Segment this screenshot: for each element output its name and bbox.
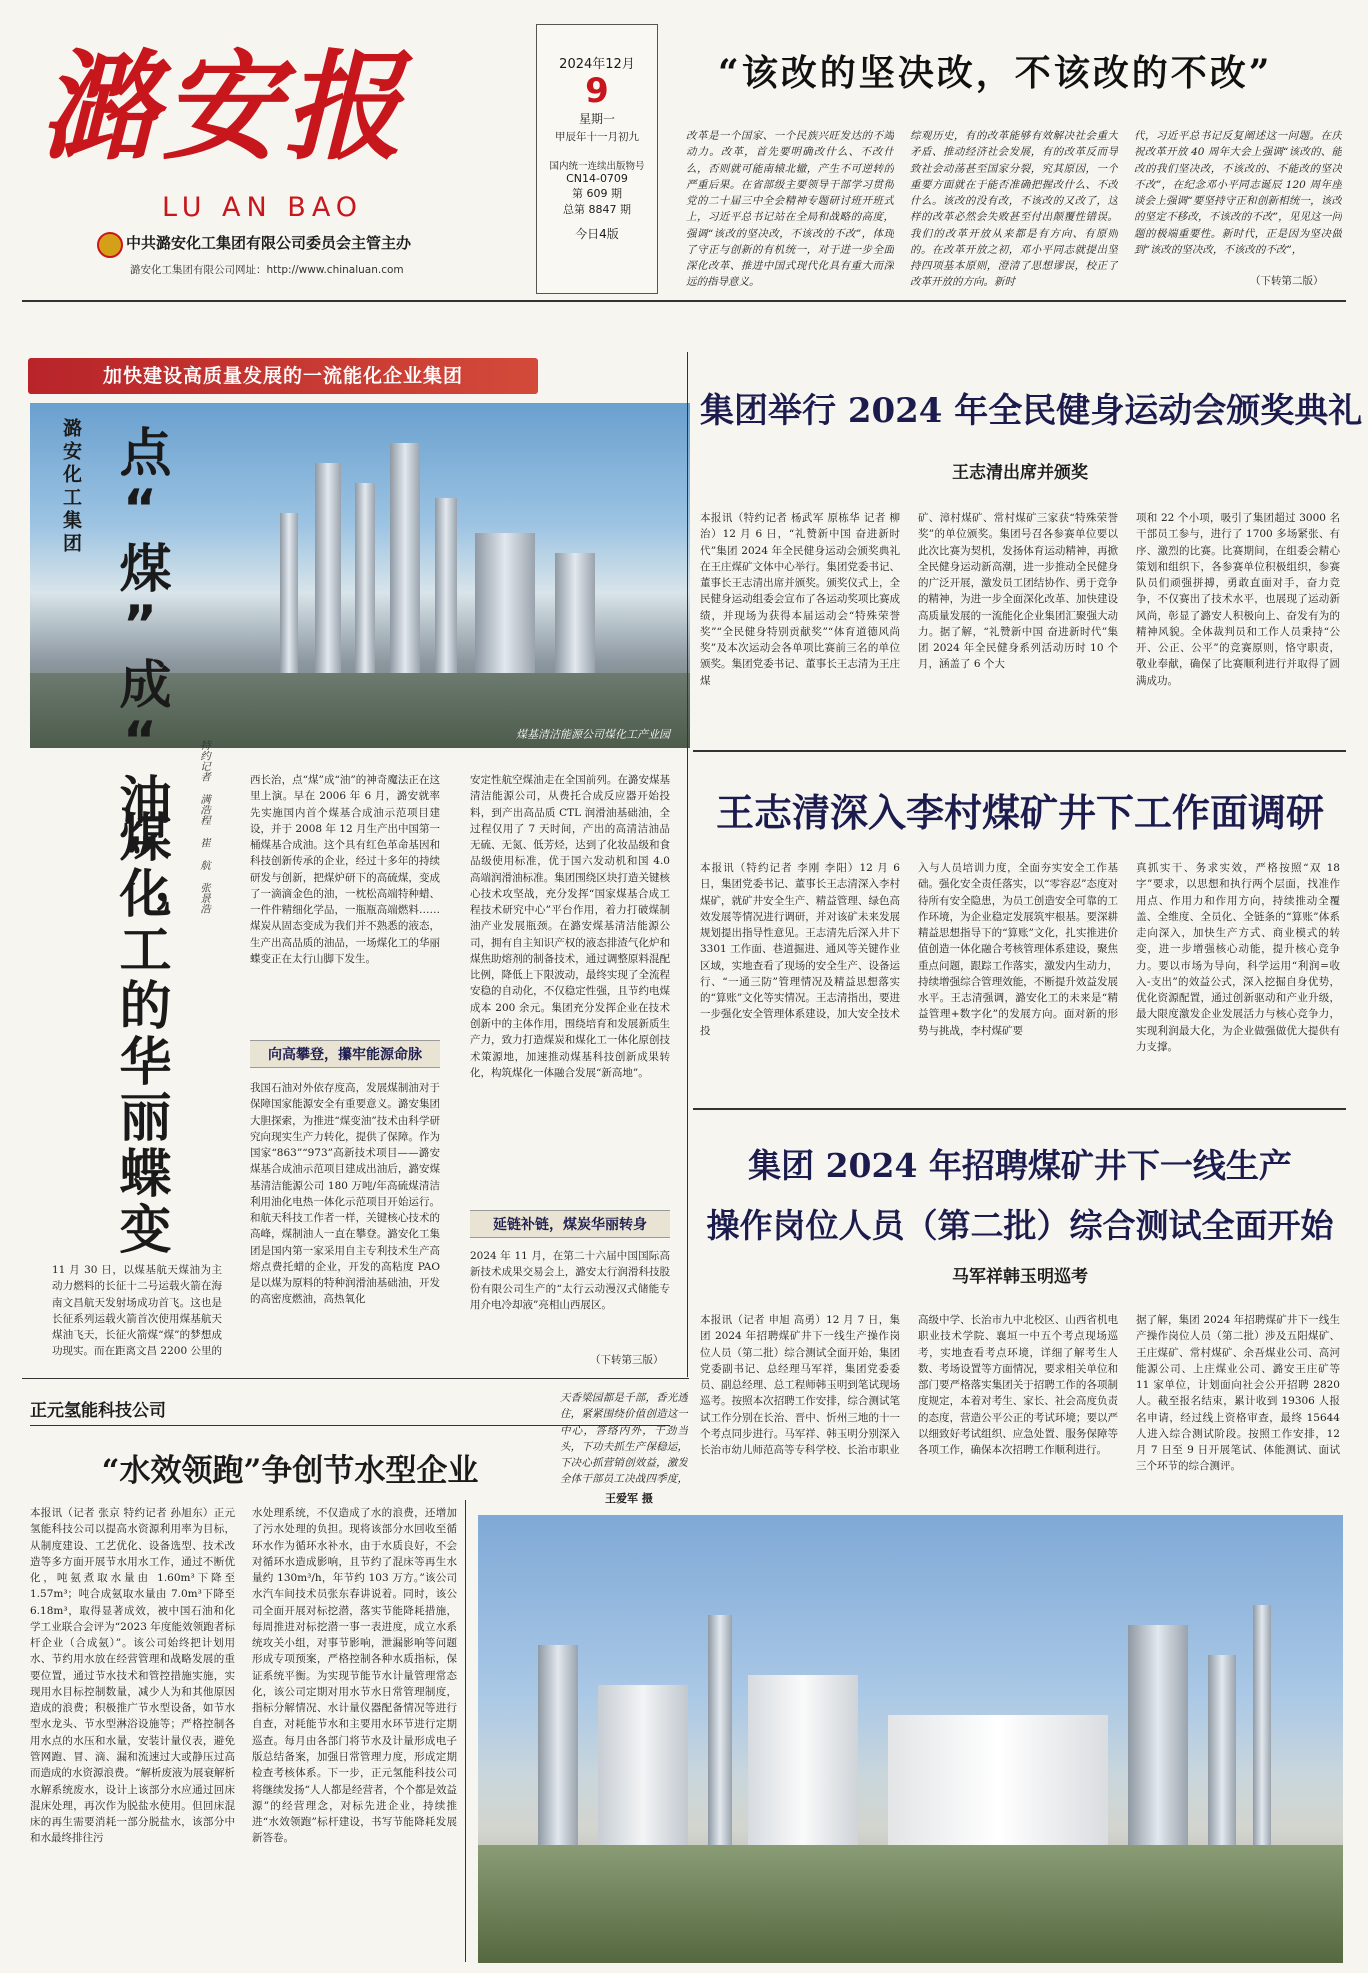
feature-headline-2: 煤化工的华丽蝶变 <box>110 810 170 1258</box>
photo-caption: 煤基清洁能源公司煤化工产业园 <box>516 728 670 741</box>
story4-col-2: 水处理系统，不仅造成了水的浪费，还增加了污水处理的负担。现将该部分水回收至循环水作为循环水补水，由于水质良好，不会对循环水造成影响，且节约了混床等再生水量约 130m³/h，年节约 103 万方。”该公司水汽车间技术员张东春讲说着。同时，该公司全面开展对标挖潜，落实节能降耗措施，每周推进对标挖潜一事一表进度，成立水系统攻关小组，对事节影响，泄漏影响等问题形成专项预案，严格控制各种水质指标，保证系统平衡。为实现节能节水计量管理常态化，该公司定期对用水节水日常管理制度，指标分解情况、水计量仪器配备情况等进行自查，对耗能节水和主要用水环节进行定期巡查。每月由各部门将节水及计量形成电子版总结备案，加强日常管理力度，形成定期检查考核体系。下一步，正元氢能科技公司将继续发扬“人人都是经营者，个个都是效益源”的经营理念，对标先进企业，持续推进“水效领跑”标杆建设，书写节能降耗发展新答卷。 <box>252 1507 457 1845</box>
story3-headline-line-1: 集团 2024 年招聘煤矿井下一线生产 <box>748 1146 1292 1185</box>
issue-date: 2024年12月 <box>559 57 635 72</box>
masthead <box>22 22 527 290</box>
newspaper-logo: 潞安报 <box>40 37 407 176</box>
editorial-continuation: （下转第二版） <box>1250 275 1324 287</box>
feature-banner-text: 加快建设高质量发展的一流能化企业集团 <box>102 365 463 387</box>
story3-subtitle: 马军祥韩玉明巡考 <box>952 1267 1088 1287</box>
story1-headline: 集团举行 2024 年全民健身运动会颁奖典礼 <box>700 391 1363 431</box>
story1-col-3: 项和 22 个小项，吸引了集团超过 3000 名干部员工参与，进行了 1700 多场紧张、有序、激烈的比赛。比赛期间，在组委会精心策划和组织下，各参赛单位积极组织，参赛队员们顽强拼搏，勇敢直面对手，奋力竞争，不仅赛出了技术水平，也展现了运动新风尚，彰显了潞安人积极向上、奋发有为的精神风貌。全体裁判员和工作人员秉持“公开、公正、公平”的竞赛原则，恪守职责，敬业奉献，确保了比赛顺利进行并取得了圆满成功。 <box>1136 512 1340 687</box>
story2-col-1: 本报讯（特约记者 李刚 李阳）12 月 6 日，集团党委书记、董事长王志清深入李村煤矿，就矿井安全生产、精益管理、绿色高效发展等情况进行调研，并对该矿未来发展规划提出指导性意见。王志清先后深入井下 3301 工作面、巷道掘进、通风等关键作业区域，实地查看了现场的安全生产、设备运行、“一通三防”管理情况及精益思想落实的“算账”文化等实情况。王志清指出，要进一步强化安全管理体系建设，加大安全技术投 <box>700 862 900 1037</box>
party-emblem-icon <box>97 232 123 258</box>
feature-body-4: 2024 年 11 月，在第二十六届中国国际高新技术成果交易会上，潞安太行润滑科技股份有限公司生产的“太行云动漫汉式储能专用介电冷却液”亮相山西展区。 <box>470 1250 670 1311</box>
editorial-headline: “该改的坚决改，不该改的不改” <box>718 52 1273 94</box>
story4-col-3: 天香梁园都是千部，香光透住，紧紧围绕价值创造这一中心，答络内外，干劲当头，下功夫抓生产保稳运，下决心抓营销创效益，激发全体干部员工决战四季度， <box>560 1392 688 1485</box>
bottom-photo <box>478 1515 1343 1963</box>
story2-col-2: 入与人员培训力度，全面夯实安全工作基础。强化安全责任落实，以“零容忍”态度对待所有安全隐患，为员工创造安全可靠的工作环境，为企业稳定发展筑牢根基。要深耕精益思想指导下的“算账”文化，扎实推进价值创造一体化融合考核管理体系建设，聚焦重点问题，跟踪工作落实，激发内生动力，持续增强综合管理效能，不断提升效益发展水平。王志清强调，潞安化工的未来是“精益管理+数字化”的发展方向。面对新的形势与挑战，李村煤矿要 <box>918 862 1118 1037</box>
feature-continuation: （下转第三版） <box>590 1354 664 1366</box>
editorial-col-1: 改革是一个国家、一个民族兴旺发达的不竭动力。改革，首先要明确改什么、不改什么，否则就可能南辕北辙，产生不可逆转的严重后果。在省部级主要领导干部学习贯彻党的二十届三中全会精神专题研讨班开班式上，习近平总书记站在全局和战略的高度，强调“该改的坚决改，不该改的不改”，体现了守正与创新的有机统一，对于进一步全面深化改革、推进中国式现代化具有重大而深远的指导意义。 <box>686 130 894 289</box>
issue-info-box <box>536 24 658 294</box>
page-count: 今日4版 <box>575 227 619 241</box>
story1-col-1: 本报讯（特约记者 杨武军 原栋华 记者 柳治）12 月 6 日，“礼赞新中国 奋进新时代”集团 2024 年全民健身运动会颁奖典礼在王庄煤矿文体中心举行。集团党委书记、董事长王志清出席并颁奖。颁奖仪式上，全民健身运动组委会宣布了各运动奖项比赛成绩，并现场为获得本届运动会“特殊荣誉奖”“全民健身特别贡献奖”“体育道德风尚奖”及本次运动会各单项比赛前三名的单位颁奖。集团党委书记、董事长王志清为王庄煤 <box>700 512 900 687</box>
feature-subhead-2: 延链补链，煤炭华丽转身 <box>470 1210 670 1238</box>
story4-byline: 王爱军 摄 <box>605 1492 653 1505</box>
total-number: 总第 8847 期 <box>563 203 631 216</box>
story3-col-2: 高级中学、长治市九中北校区、山西省机电职业技术学院、襄垣一中五个考点现场巡考，实地查看考点环境，详细了解考生人数、考场设置等方面情况，要求相关单位和部门要严格落实集团关于招聘工作的各项制度规定，本着对考生、家长、社会高度负责的态度，营造公平公正的考试环境；要以严以细致好考试组织、应急处置、服务保障等各项工作，确保本次招聘工作顺利进行。 <box>918 1314 1118 1457</box>
editorial-col-2: 综观历史，有的改革能够有效解决社会重大矛盾、推动经济社会发展，有的改革反而导致社会动荡甚至国家分裂，究其原因，一个重要方面就在于能否准确把握改什么、不改什么。该改的没有改，不该改的又改了，这样的改革必然会失败甚至付出颠覆性错误。我们的改革开放从来都是有方向、有原则的。在改革开放之初，邓小平同志就提出坚持四项基本原则，澄清了思想谬误，校正了改革开放的方向。新时 <box>910 130 1118 289</box>
story3-col-1: 本报讯（记者 申旭 高勇）12 月 7 日，集团 2024 年招聘煤矿井下一线生产操作岗位人员（第二批）综合测试全面开始，集团党委副书记、总经理马军祥，集团党委委员、副总经理、总工程师韩玉明到笔试现场巡考。按照本次招聘工作安排，综合测试笔试工作分别在长治、晋中、忻州三地的十一个考点同步进行。马军祥、韩玉明分别深入长治市幼儿师范高等专科学校、长治市职业 <box>700 1314 900 1457</box>
feature-subhead-1: 向高攀登，攥牢能源命脉 <box>250 1040 440 1068</box>
story1-col-2: 矿、漳村煤矿、常村煤矿三家获“特殊荣誉奖”的单位颁奖。集团号召各参赛单位要以此次比赛为契机，发扬体育运动精神，再掀全民健身运动新高潮，进一步推动全民健身的广泛开展，激发员工团结协作、勇于竞争的精神，为进一步全面深化改革、加快建设高质量发展的一流能化企业集团汇聚强大动力。据了解，“礼赞新中国 奋进新时代”集团 2024 年全民健身系列活动历时 10 个月，涵盖了 6 个大 <box>918 512 1118 671</box>
feature-body-3: 安定性航空煤油走在全国前列。在潞安煤基清洁能源公司，从费托合成反应器开始投料，到产出高品质 CTL 润滑油基础油，全过程仅用了 7 天时间，产出的高清洁油品无硫、无氮、低芳烃，达到了化妆品级和食品级使用标准，优于国六发动机和国 4.0 高端润滑油标准。集团围绕区块打造关键核心技术攻坚战，充分发挥“国家煤基合成工程技术研究中心”平台作用，着力打破煤制油产业发展瓶颈。在潞安煤基清洁能源公司，拥有自主知识产权的液态排渣气化炉和煤焦助熔剂的制备技术，通过调整原料混配比例，降低上下限波动，最终实现了全流程安稳的自动化，不仅稳定性强，且节约电煤成本 200 余元。集团充分发挥企业在技术创新中的主体作用，围绕培育和发展新质生产力，致力打造煤炭和煤化工一体化原创技术策源地，加速推动煤基科技创新成果转化，构筑煤化一体融合发展“新高地”。 <box>470 774 670 1079</box>
story2-col-3: 真抓实干、务求实效，严格按照“双 18 字”要求，以思想和执行两个层面，找准作用点、作用力和作用方向，持续推动全覆盖、全维度、全员化、全链条的“算账”体系走向深入，加快生产方式、商业模式的转变，进一步增强核心动能，提升核心竞争力。要以市场为导向，科学运用“利润=收入-支出”的效益公式，深入挖掘自身优势，优化资源配置，通过创新驱动和产业升级，最大限度激发企业发展活力与核心竞争力，实现利润最大化，为企业做强做优大提供有力支撑。 <box>1136 862 1340 1053</box>
story2-headline: 王志清深入李村煤矿井下工作面调研 <box>715 791 1324 835</box>
story3-col-3: 据了解，集团 2024 年招聘煤矿井下一线生产操作岗位人员（第二批）涉及五阳煤矿、王庄煤矿、常村煤矿、余吾煤业公司、高河能源公司、上庄煤业公司、潞安王庄矿等 11 家单位，计划面向社会公开招聘 2820 人。截至报名结束，累计收到 19306 人报名申请，经过线上资格审查，最终 15644 人进入综合测试阶段。按照工作安排，12 月 7 日至 9 日开展笔试、体能测试、面试三个环节的综合测评。 <box>1136 1314 1340 1473</box>
feature-body-2: 我国石油对外依存度高，发展煤制油对于保障国家能源安全有重要意义。潞安集团大胆探索，为推进“煤变油”技术由科学研究向现实生产力转化，提供了保障。作为国家“863”“973”高新技术项目——潞安煤基合成油示范项目建成出油后，潞安煤基清洁能源公司 180 万吨/年高硫煤清洁利用油化电热一体化示范项目开始运行。和航天科技工作者一样，关键核心技术的高峰，煤制油人一直在攀登。潞安化工集团是国内第一家采用自主专利技术生产高熔点费托蜡的企业，开发的高粘度 PAO 是以煤为原料的特种润滑油基础油，开发的高密度燃油，高热氧化 <box>250 1082 440 1306</box>
newspaper-pinyin: LU AN BAO <box>162 192 364 223</box>
story4-company: 正元氢能科技公司 <box>30 1401 166 1421</box>
issue-day: 9 <box>585 71 609 111</box>
sponsor-line: 中共潞安化工集团有限公司委员会主管主办 <box>126 234 412 252</box>
feature-side-company: 潞安化工集团 <box>60 418 82 556</box>
story4-col-1: 本报讯（记者 张京 特约记者 孙旭东）正元氢能科技公司以提高水资源利用率为目标，从制度建设、工艺优化、设备选型、技术改造等多方面开展节水用水工作，通过不断优化，吨氨煮取水量由 1.60m³下降至 1.57m³；吨合成氨取水量由 7.0m³下降至 6.18m³，取得显著成效，被中国石油和化学工业联合会评为“2023 年度能效领跑者标杆企业（合成氨）”。该公司始终把计划用水、节约用水放在经营管理和战略发展的重要位置，通过节水技术和管控措施实施，实现用水目标控制数量，减少人为和其他原因造成的浪费；积极推广节水型设备，如节水型水龙头、节水型淋浴设施等；严格控制各用水点的水压和水量，安装计量仪表，避免管网跑、冒、滴、漏和流速过大或静压过高而造成的水资源浪费。“解析废液为展衰解析水解系统废水，设计上该部分水应通过回床混床处理，再次作为脱盐水使用。但回床混床的再生需要消耗一部分脱盐水，该部分中和水最终排往污 <box>30 1507 235 1845</box>
editorial-col-3: 代，习近平总书记反复阐述这一问题。在庆祝改革开放 40 周年大会上强调“该改的、能改的我们坚决改，不该改的、不能改的坚决不改”，在纪念邓小平同志诞辰 120 周年座谈会上强调“要坚持守正和创新相统一，该改的坚定不移改，不该改的不改”，见见这一问题的极端重要性。新时代，正是因为坚决做到“该改的坚决改，不该改的不改”， <box>1134 130 1342 256</box>
story1-subtitle: 王志清出席并颁奖 <box>952 463 1088 483</box>
story3-headline-line-2: 操作岗位人员（第二批）综合测试全面开始 <box>706 1206 1334 1245</box>
feature-byline: 特约记者 满浩程 崔 航 张景浩 <box>199 740 211 914</box>
website-line: 潞安化工集团有限公司网址：http://www.chinaluan.com <box>130 264 404 276</box>
feature-banner <box>28 358 538 394</box>
issue-lunar: 甲辰年十一月初九 <box>555 131 639 143</box>
feature-body-1: 西长治，点“煤”成“油”的神奇魔法正在这里上演。早在 2006 年 6 月，潞安就率先实施国内首个煤基合成油示范项目建设，并于 2008 年 12 月生产出中国第一桶煤基合成油。这个具有红色革命基因和科技创新传承的企业，经过十多年的持续研发与创新，把煤炉研下的高硫煤，变成了一滴滴金色的油，一枕松高端特种蜡、一件件精细化学品，一瓶瓶高端燃料……煤炭从固态变成为我们并不熟悉的液态，生产出高品质的油品，一场煤化工的华丽蝶变正在太行山脚下发生。 <box>250 774 440 965</box>
issue-weekday: 星期一 <box>578 112 615 126</box>
story4-headline: “水效领跑”争创节水型企业 <box>101 1453 479 1489</box>
feature-lead: 11 月 30 日，以煤基航天煤油为主动力燃料的长征十二号运载火箭在海南文昌航天发射场成功首飞。这也是长征系列运载火箭首次使用煤基航天煤油飞天，长征火箭煤“煤”的梦想成功现实。而在距离文昌 2200 公里的 <box>52 1264 222 1358</box>
feature-headline-1: 点“煤”成“油”， <box>110 425 170 943</box>
serial-label: 国内统一连续出版物号 <box>549 161 645 172</box>
issue-number: 第 609 期 <box>572 187 622 200</box>
serial-number: CN14-0709 <box>566 172 628 185</box>
